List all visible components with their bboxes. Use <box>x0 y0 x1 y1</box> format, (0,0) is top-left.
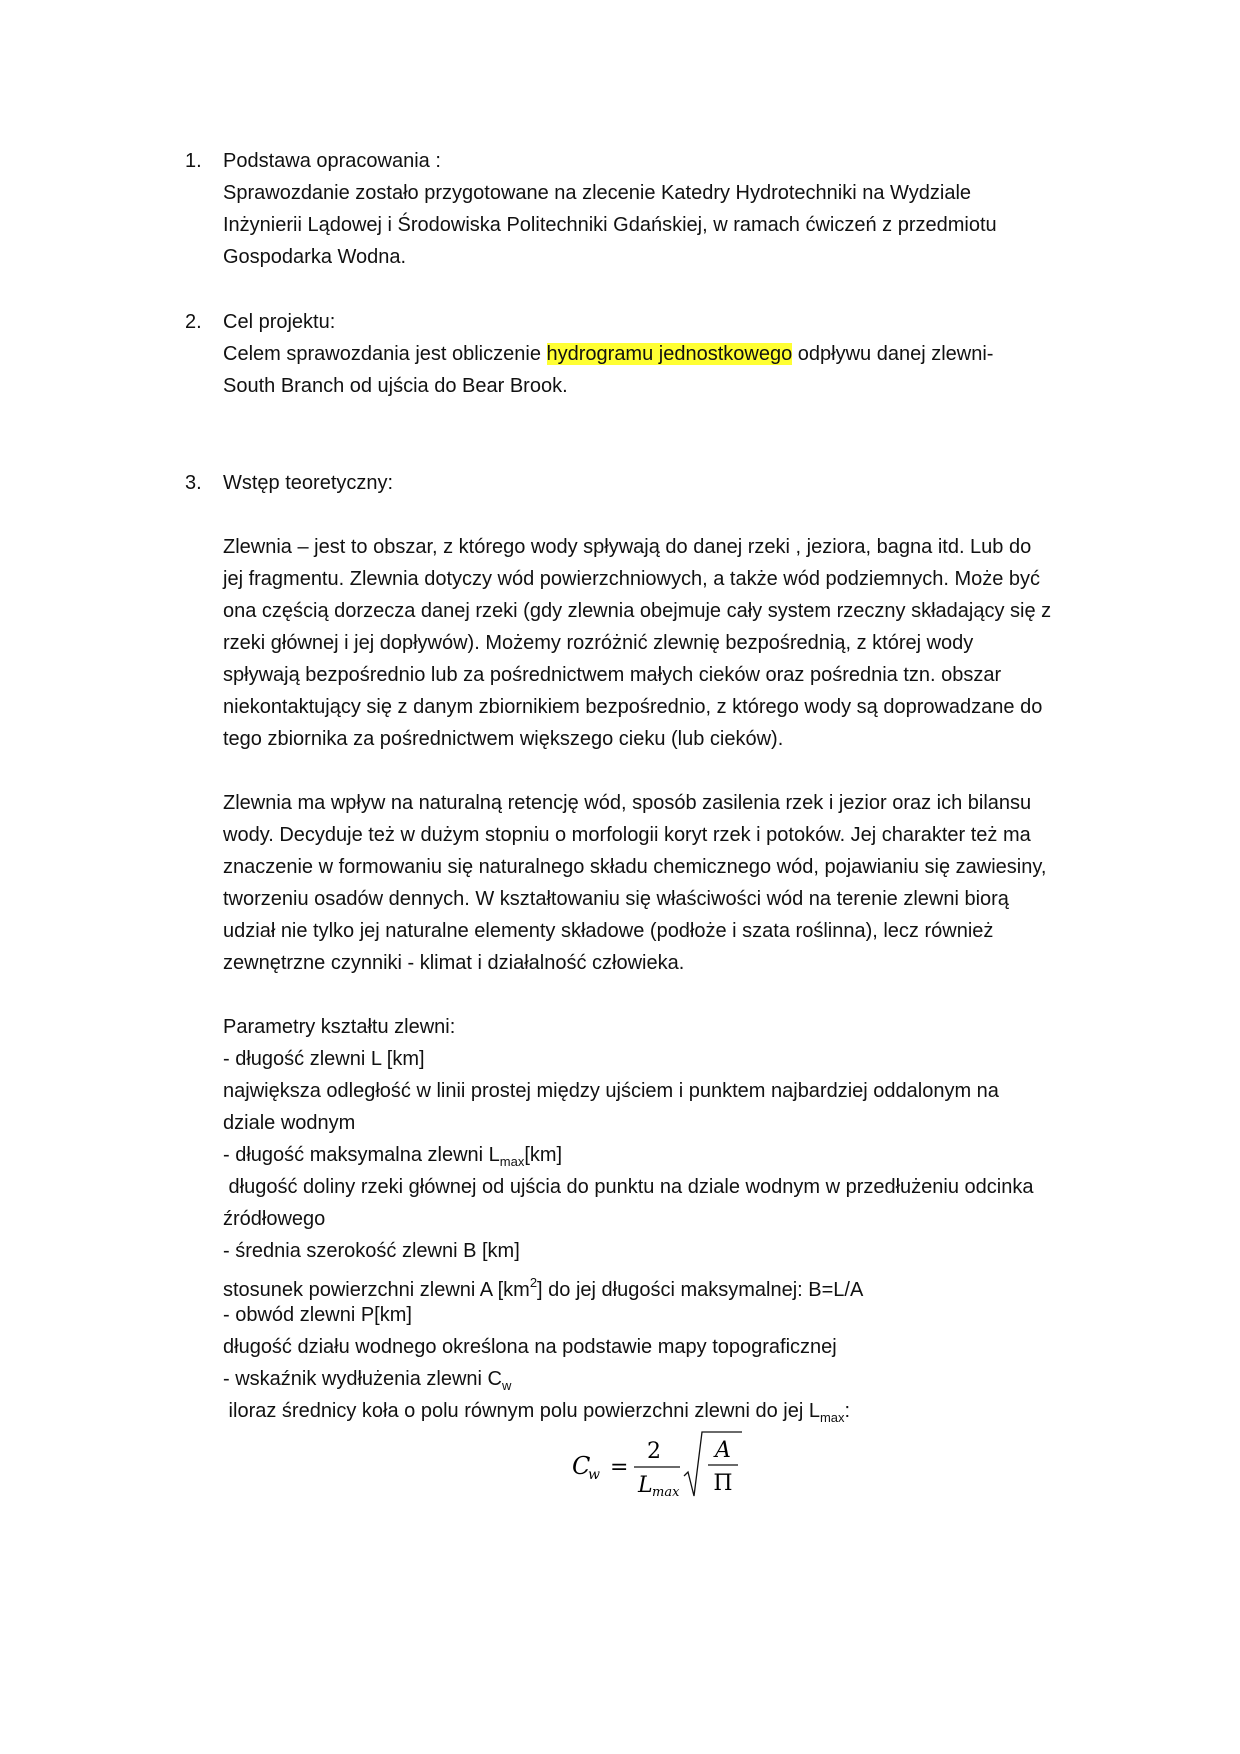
parameter-desc: źródłowego <box>223 1208 326 1230</box>
text-span: [km] <box>524 1144 563 1166</box>
blank-line <box>223 979 1083 1011</box>
text-line: udział nie tylko jej naturalne elementy składowe (podłoże i szata roślinna), lecz również <box>223 920 994 942</box>
text-span: iloraz średnicy koła o polu równym polu powierzchni zlewni do jej L <box>223 1400 820 1422</box>
subscript: max <box>499 1154 525 1169</box>
subscript: w <box>501 1378 512 1393</box>
radicand-denominator: Π <box>713 1471 733 1496</box>
text-line: Zlewnia – jest to obszar, z którego wody spływają do danej rzeki , jeziora, bagna itd. Lub do <box>223 536 1032 558</box>
paragraph-zlewnia-definition <box>223 531 1083 755</box>
text-line: tego zbiornika za pośrednictwem większego cieku (lub cieków). <box>223 728 784 750</box>
highlighted-text: hydrogramu jednostkowego <box>546 343 793 365</box>
text-span: - wskaźnik wydłużenia zlewni C <box>223 1368 502 1390</box>
text-line: Sprawozdanie zostało przygotowane na zlecenie Katedry Hydrotechniki na Wydziale <box>223 182 972 204</box>
paragraph-zlewnia-influence <box>223 787 1083 979</box>
parameter-desc: dziale wodnym <box>223 1112 356 1134</box>
parameter-desc <box>223 1395 1083 1427</box>
parameter-desc: największa odległość w linii prostej między ujściem i punktem najbardziej oddalonym na <box>223 1080 999 1102</box>
section-number: 2. <box>185 311 202 333</box>
formula-numerator: 2 <box>647 1439 661 1464</box>
section-body <box>223 467 1083 1427</box>
section-body <box>223 145 1083 273</box>
parameter-title: - średnia szerokość zlewni B [km] <box>223 1240 520 1262</box>
text-line: tworzeniu osadów dennych. W kształtowaniu się właściwości wód na terenie zlewni biorą <box>223 888 1009 910</box>
text-line: wody. Decyduje też w dużym stopniu o morfologii koryt rzek i potoków. Jej charakter też ma <box>223 824 1031 846</box>
text-span: Celem sprawozdania jest obliczenie <box>223 343 547 365</box>
parameter-desc: długość doliny rzeki głównej od ujścia do punktu na dziale wodnym w przedłużeniu odcinka <box>223 1176 1034 1198</box>
text-line: South Branch od ujścia do Bear Brook. <box>223 375 568 397</box>
text-line: Zlewnia ma wpływ na naturalną retencję wód, sposób zasilenia rzek i jezior oraz ich bilansu <box>223 792 1032 814</box>
text-span: ] do jej długości maksymalnej: B=L/A <box>537 1279 864 1301</box>
parameter-title <box>223 1139 1083 1171</box>
text-line: spływają bezpośrednio lub za pośrednictwem małych cieków oraz pośrednia tzn. obszar <box>223 664 1002 686</box>
text-line: rzeki głównej i jej dopływów). Możemy rozróżnić zlewnię bezpośrednią, z której wody <box>223 632 974 654</box>
section-heading: Cel projektu: <box>223 311 336 333</box>
text-line: Gospodarka Wodna. <box>223 246 407 268</box>
text-span: - długość maksymalna zlewni L <box>223 1144 500 1166</box>
text-line: znaczenie w formowaniu się naturalnego składu chemicznego wód, pojawianiu się zawiesiny, <box>223 856 1047 878</box>
text-line: zewnętrzne czynniki - klimat i działalność człowieka. <box>223 952 685 974</box>
formula-denominator: L <box>638 1473 653 1498</box>
formula-denominator-subscript: max <box>652 1485 680 1500</box>
text-line: niekontaktujący się z danym zbiornikiem bezpośrednio, z którego wody są doprowadzane do <box>223 696 1043 718</box>
subscript: max <box>819 1410 845 1425</box>
parameter-desc <box>223 1267 1083 1299</box>
parameters-title: Parametry kształtu zlewni: <box>223 1016 456 1038</box>
text-span: : <box>844 1400 851 1422</box>
text-line <box>223 338 1083 370</box>
section-number: 1. <box>185 150 202 172</box>
radicand-numerator: A <box>715 1438 731 1463</box>
section-number: 3. <box>185 472 202 494</box>
parameter-desc: długość działu wodnego określona na podstawie mapy topograficznej <box>223 1336 837 1358</box>
superscript: 2 <box>529 1275 538 1290</box>
section-heading: Wstęp teoretyczny: <box>223 472 394 494</box>
parameter-title: - długość zlewni L [km] <box>223 1048 425 1070</box>
blank-line <box>223 499 1083 531</box>
parameter-title <box>223 1363 1083 1395</box>
parameter-title: - obwód zlewni P[km] <box>223 1304 412 1326</box>
text-line: ona częścią dorzecza danej rzeki (gdy zlewnia obejmuje cały system rzeczny składający się z <box>223 600 1052 622</box>
text-line: Inżynierii Lądowej i Środowiska Politechniki Gdańskiej, w ramach ćwiczeń z przedmiotu <box>223 214 997 236</box>
text-span: odpływu danej zlewni- <box>792 343 994 365</box>
text-span: stosunek powierzchni zlewni A [km <box>223 1279 530 1301</box>
blank-line <box>223 755 1083 787</box>
formula-equals: = <box>610 1455 629 1480</box>
section-heading: Podstawa opracowania : <box>223 150 441 172</box>
section-body <box>223 306 1083 402</box>
shape-parameters-list <box>223 1011 1083 1427</box>
formula-lhs: C <box>572 1452 591 1480</box>
elongation-formula <box>570 1430 750 1500</box>
text-line: jej fragmentu. Zlewnia dotyczy wód powierzchniowych, a także wód podziemnych. Może być <box>223 568 1041 590</box>
formula-lhs-subscript: w <box>588 1467 600 1483</box>
